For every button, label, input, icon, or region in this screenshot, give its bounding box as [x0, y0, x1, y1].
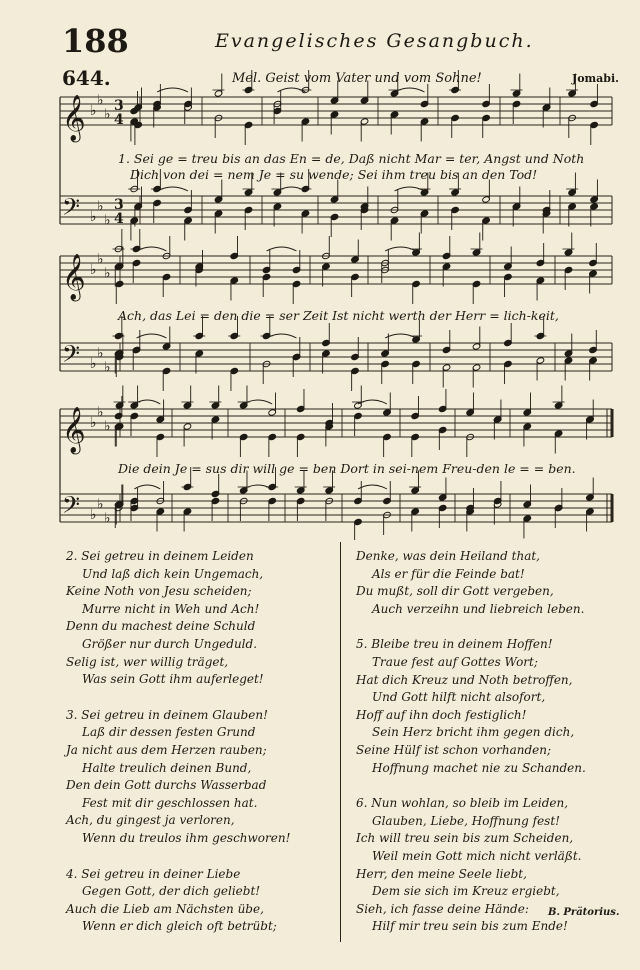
- verse-line: [356, 548, 626, 566]
- verse-block: [66, 707, 336, 848]
- verse-text: Dem sie sich im Kreuz ergiebt,: [372, 884, 560, 899]
- verse-text: Wenn du treulos ihm geschworen!: [82, 830, 291, 845]
- verse-line: [66, 883, 336, 901]
- slur: [137, 247, 167, 251]
- verse-line: [356, 566, 626, 584]
- verse-text: Denn du machest deine Schuld: [66, 619, 256, 634]
- verse-line: [66, 707, 336, 725]
- verse-text: Und Gott hilft nicht alsofort,: [372, 690, 546, 705]
- verse-text: Ich will treu sein bis zum Scheiden,: [356, 831, 574, 846]
- flat-sign: ♭: [104, 359, 111, 376]
- lyric-line: Ach, das Lei = den die = ser Zeit Ist nicht werth der Herr = lich-keit,: [118, 308, 559, 323]
- verse-text: Sei getreu in deiner Liebe: [81, 866, 241, 881]
- verse-number: 2.: [66, 549, 82, 563]
- verse-line: [356, 883, 626, 901]
- verse-line: [356, 636, 626, 654]
- verse-line: [66, 795, 336, 813]
- verse-text: Hoffnung machet nie zu Schanden.: [372, 760, 586, 775]
- composer-name: Jomabi.: [572, 72, 620, 85]
- verse-line: [66, 724, 336, 742]
- flat-sign: ♭: [97, 345, 104, 362]
- time-signature: 3: [114, 98, 124, 114]
- bass-clef: 𝄢: [62, 340, 81, 373]
- verse-number: 5.: [356, 637, 372, 652]
- lyric-line: 1. Sei ge = treu bis an das En = de, Daß nicht Mar = ter, Angst und Noth: [118, 151, 585, 166]
- flat-sign: ♭: [104, 418, 111, 435]
- lyric-line: Die dein Je = sus dir will ge = ben Dort in sei-nem Freu-den le = = ben.: [118, 461, 576, 476]
- slur: [277, 187, 305, 191]
- verse-text: Glauben, Liebe, Hoffnung fest!: [372, 813, 560, 828]
- verse-text: Halte treulich deinen Bund,: [82, 760, 252, 775]
- verse-text: Keine Noth von Jesu scheiden;: [66, 584, 252, 599]
- time-signature: 4: [114, 211, 124, 227]
- verse-text: Sieh, ich fasse deine Hände:: [356, 901, 529, 916]
- flat-sign: ♭: [104, 510, 111, 527]
- verse-line: [356, 848, 626, 866]
- verse-line: [66, 777, 336, 795]
- verse-line: [66, 760, 336, 778]
- slur: [244, 400, 272, 404]
- melody-reference: Mel. Geist vom Vater und vom Sohne!: [232, 71, 482, 86]
- verse-text: Hat dich Kreuz und Noth betroffen,: [356, 672, 573, 687]
- verse-text: Du mußt, soll dir Gott vergeben,: [356, 584, 554, 599]
- verse-line: [356, 795, 626, 813]
- verse-text: Selig ist, wer willig träget,: [66, 654, 229, 669]
- verse-line: [356, 724, 626, 742]
- verse-text: Hilf mir treu sein bis zum Ende!: [372, 919, 568, 934]
- verse-line: [356, 707, 626, 725]
- verse-text: Traue fest auf Gottes Wort;: [372, 654, 538, 669]
- slur: [137, 334, 167, 338]
- verse-line: [356, 654, 626, 672]
- verse-line: [356, 742, 626, 760]
- flat-sign: ♭: [90, 209, 97, 225]
- verse-line: [66, 654, 336, 672]
- verse-line: [356, 601, 626, 619]
- verse-text: Größer nur durch Ungeduld.: [82, 636, 258, 651]
- flat-sign: ♭: [90, 103, 97, 119]
- verse-text: Was sein Gott ihm auferleget!: [82, 672, 264, 687]
- verse-block: [356, 548, 626, 618]
- slur: [134, 485, 160, 489]
- slur: [157, 88, 188, 92]
- bass-clef: 𝄢: [62, 193, 81, 226]
- verse-text: Den dein Gott durchs Wasserbad: [66, 778, 267, 793]
- verse-line: [66, 742, 336, 760]
- verse-text: Nun wohlan, so bleib im Leiden,: [371, 796, 569, 811]
- flat-sign: ♭: [97, 496, 104, 513]
- flat-sign: ♭: [90, 356, 97, 372]
- page-number: 188: [62, 22, 129, 60]
- treble-clef: 𝄞: [62, 95, 86, 141]
- column-divider: [340, 542, 341, 942]
- time-signature: 4: [114, 112, 124, 128]
- verse-line: [356, 813, 626, 831]
- verse-line: [66, 671, 336, 689]
- slur: [395, 88, 425, 92]
- flat-sign: ♭: [104, 212, 111, 229]
- verse-text: Herr, den meine Seele liebt,: [356, 866, 527, 881]
- verse-line: [356, 583, 626, 601]
- verse-text: Weil mein Gott mich nicht verläßt.: [372, 848, 582, 863]
- slur: [267, 334, 297, 338]
- slur: [385, 334, 416, 338]
- flat-sign: ♭: [104, 106, 111, 123]
- verse-number: 4.: [66, 866, 82, 881]
- verse-text: Ja nicht aus dem Herzen rauben;: [66, 742, 267, 757]
- verse-line: [66, 830, 336, 848]
- verse-line: [66, 866, 336, 884]
- verse-line: [356, 830, 626, 848]
- verse-line: [356, 672, 626, 690]
- slur: [134, 400, 160, 404]
- verse-line: [66, 566, 336, 584]
- flat-sign: ♭: [90, 262, 97, 278]
- verse-text: Denke, was dein Heiland that,: [356, 549, 540, 563]
- verse-line: [66, 636, 336, 654]
- verse-line: [356, 918, 626, 936]
- slur: [267, 247, 297, 251]
- verse-text: Seine Hülf ist schon vorhanden;: [356, 742, 552, 757]
- running-title: Evangelisches Gesangbuch.: [215, 30, 534, 52]
- verses-right-column: [356, 548, 626, 936]
- verse-text: Auch verzeihn und liebreich leben.: [372, 601, 585, 616]
- verse-block: [66, 866, 336, 936]
- slur: [358, 400, 387, 404]
- flat-sign: ♭: [97, 198, 104, 215]
- verses-left-column: [66, 548, 336, 936]
- bass-clef: 𝄢: [62, 491, 81, 524]
- slur: [358, 485, 387, 489]
- verse-text: Sei getreu in deinem Leiden: [81, 549, 254, 563]
- verse-line: [356, 866, 626, 884]
- treble-clef: 𝄞: [62, 254, 86, 300]
- verse-line: [66, 901, 336, 919]
- flat-sign: ♭: [97, 92, 104, 109]
- verse-number: 3.: [66, 707, 82, 722]
- verse-block: [356, 636, 626, 777]
- verse-line: [66, 583, 336, 601]
- verse-number: 6.: [356, 796, 372, 811]
- verse-line: [66, 601, 336, 619]
- time-signature: 3: [114, 197, 124, 213]
- verse-line: [66, 618, 336, 636]
- verse-text: Murre nicht in Weh und Ach!: [82, 601, 260, 616]
- verse-text: Ach, du gingest ja verloren,: [66, 813, 235, 828]
- treble-clef: 𝄞: [62, 407, 86, 453]
- flat-sign: ♭: [97, 404, 104, 421]
- slur: [157, 187, 188, 191]
- verse-text: Wenn er dich gleich oft betrübt;: [82, 919, 277, 934]
- text-author: B. Prätorius.: [548, 907, 620, 918]
- flat-sign: ♭: [97, 251, 104, 268]
- hymn-number: 644.: [62, 66, 111, 90]
- verse-text: Auch die Lieb am Nächsten übe,: [66, 901, 264, 916]
- flat-sign: ♭: [90, 415, 97, 431]
- verse-line: [356, 760, 626, 778]
- verse-line: [356, 689, 626, 707]
- verse-text: Und laß dich kein Ungemach,: [82, 566, 264, 581]
- verse-text: Fest mit dir geschlossen hat.: [82, 795, 258, 810]
- slur: [244, 485, 272, 489]
- flat-sign: ♭: [90, 507, 97, 523]
- verse-text: Gegen Gott, der dich geliebt!: [82, 884, 261, 899]
- verse-line: [66, 812, 336, 830]
- verse-line: [66, 548, 336, 566]
- slur: [385, 247, 416, 251]
- flat-sign: ♭: [104, 265, 111, 282]
- verse-text: Sein Herz bricht ihm gegen dich,: [372, 725, 575, 740]
- verse-text: Bleibe treu in deinem Hoffen!: [371, 637, 553, 652]
- verse-block: [66, 548, 336, 689]
- slur: [277, 88, 305, 92]
- slur: [395, 187, 425, 191]
- lyric-line: Dich von dei = nem Je = su wende; Sei ihm treu bis an den Tod!: [130, 167, 538, 182]
- verse-text: Sei getreu in deinem Glauben!: [81, 707, 268, 722]
- verse-text: Als er für die Feinde bat!: [372, 566, 525, 581]
- verse-text: Laß dir dessen festen Grund: [82, 725, 256, 740]
- verse-line: [66, 918, 336, 936]
- verse-text: Hoff auf ihn doch festiglich!: [356, 707, 527, 722]
